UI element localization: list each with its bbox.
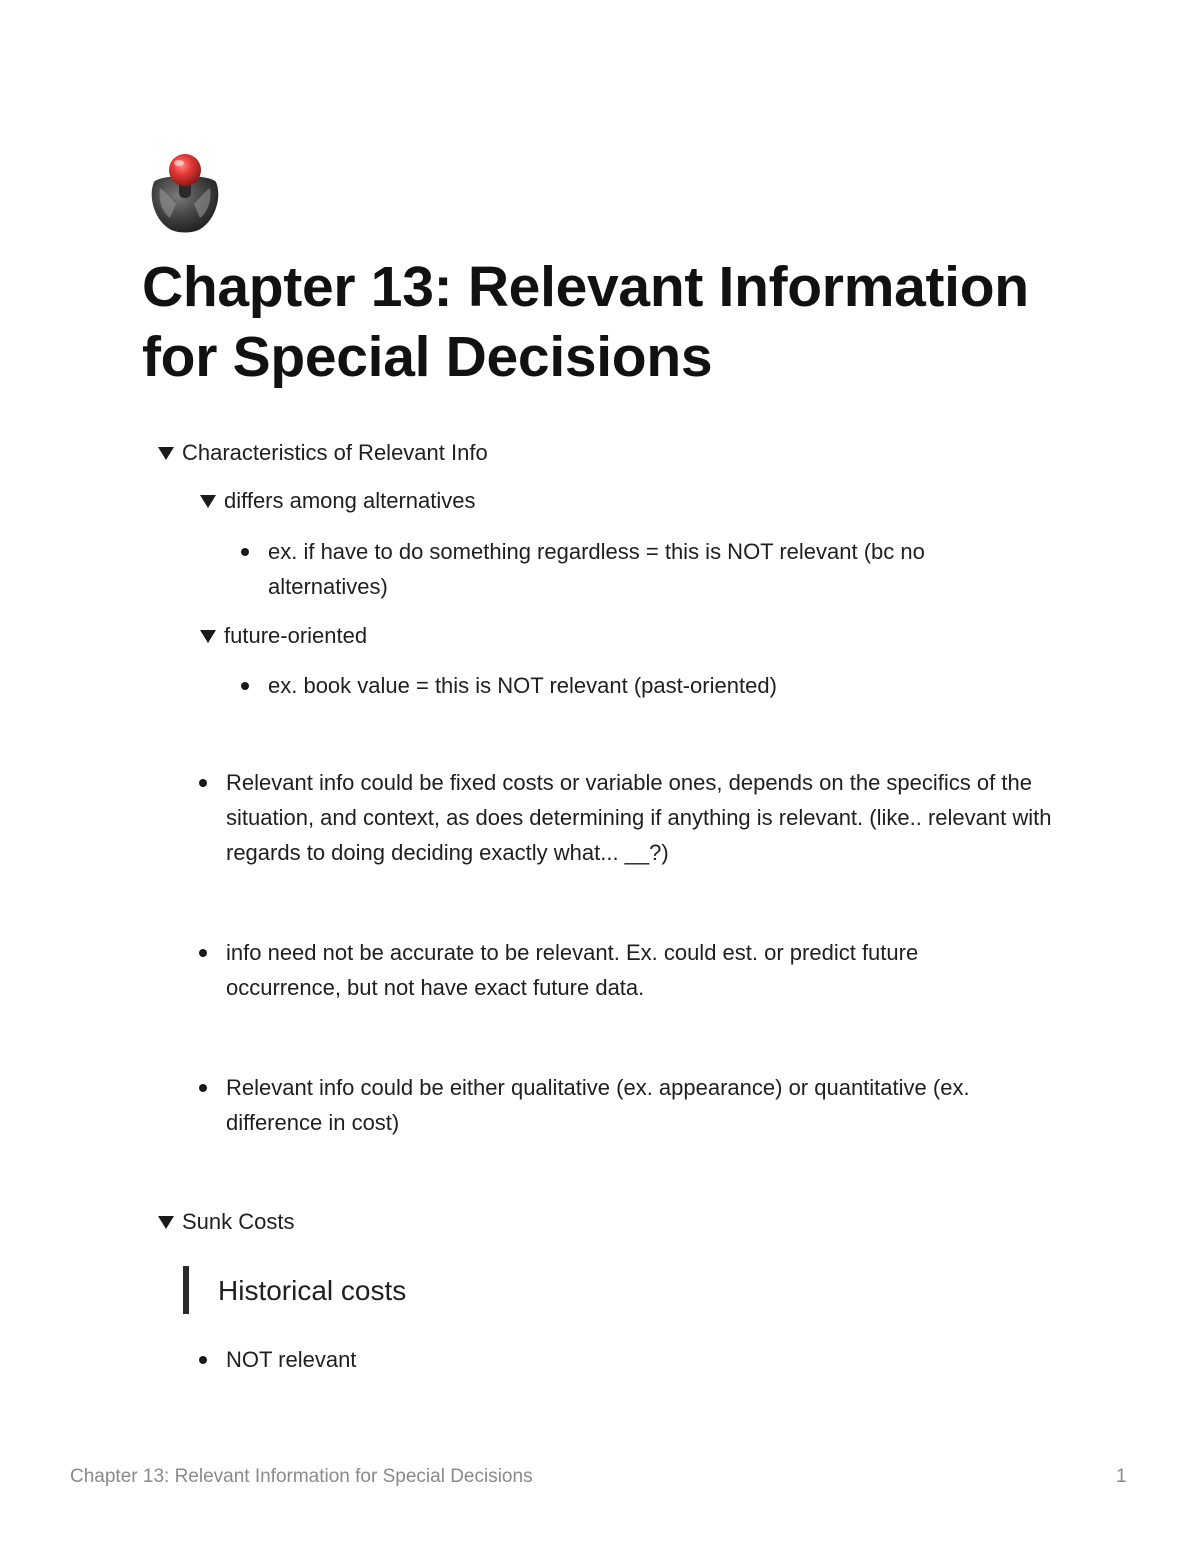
list-item: Relevant info could be fixed costs or variable ones, depends on the specifics of the situation, and context, as does determining if anything is relevant. (like.. relevant with regards to doing deciding exactly what... __?): [226, 770, 1052, 865]
bullet-icon: [199, 1356, 207, 1364]
toggle-label: Sunk Costs: [182, 1209, 295, 1234]
toggle-sunk-costs[interactable]: [158, 1204, 295, 1239]
toggle-label: differs among alternatives: [224, 488, 476, 513]
toggle-label: Characteristics of Relevant Info: [182, 440, 488, 465]
toggle-expanded-icon[interactable]: [158, 1216, 174, 1229]
list-item: info need not be accurate to be relevant. Ex. could est. or predict future occurrence, but not have exact future data.: [226, 940, 919, 1000]
toggle-differs-among-alternatives[interactable]: [200, 483, 476, 518]
bullet-icon: [241, 548, 249, 556]
bullet-icon: [199, 949, 207, 957]
bullet-icon: [199, 779, 207, 787]
toggle-characteristics[interactable]: [158, 435, 488, 470]
list-item: ex. book value = this is NOT relevant (past-oriented): [268, 673, 777, 698]
page-number: 1: [1116, 1466, 1127, 1487]
toggle-expanded-icon[interactable]: [200, 630, 216, 643]
list-item: NOT relevant: [226, 1347, 357, 1372]
page-title: Chapter 13: Relevant Information for Special Decisions: [142, 255, 1029, 389]
joystick-icon: [146, 152, 224, 236]
toggle-future-oriented[interactable]: [200, 618, 367, 653]
list-item: ex. if have to do something regardless = this is NOT relevant (bc no alternatives): [268, 539, 925, 599]
footer-title: Chapter 13: Relevant Information for Special Decisions: [70, 1466, 533, 1487]
list-item: Relevant info could be either qualitative (ex. appearance) or quantitative (ex. difference in cost): [226, 1075, 970, 1135]
bullet-icon: [199, 1084, 207, 1092]
toggle-label: future-oriented: [224, 623, 368, 648]
bullet-icon: [241, 682, 249, 690]
toggle-expanded-icon[interactable]: [200, 495, 216, 508]
quote-text: Historical costs: [218, 1275, 407, 1306]
toggle-expanded-icon[interactable]: [158, 447, 174, 460]
quote-bar: [183, 1266, 189, 1314]
